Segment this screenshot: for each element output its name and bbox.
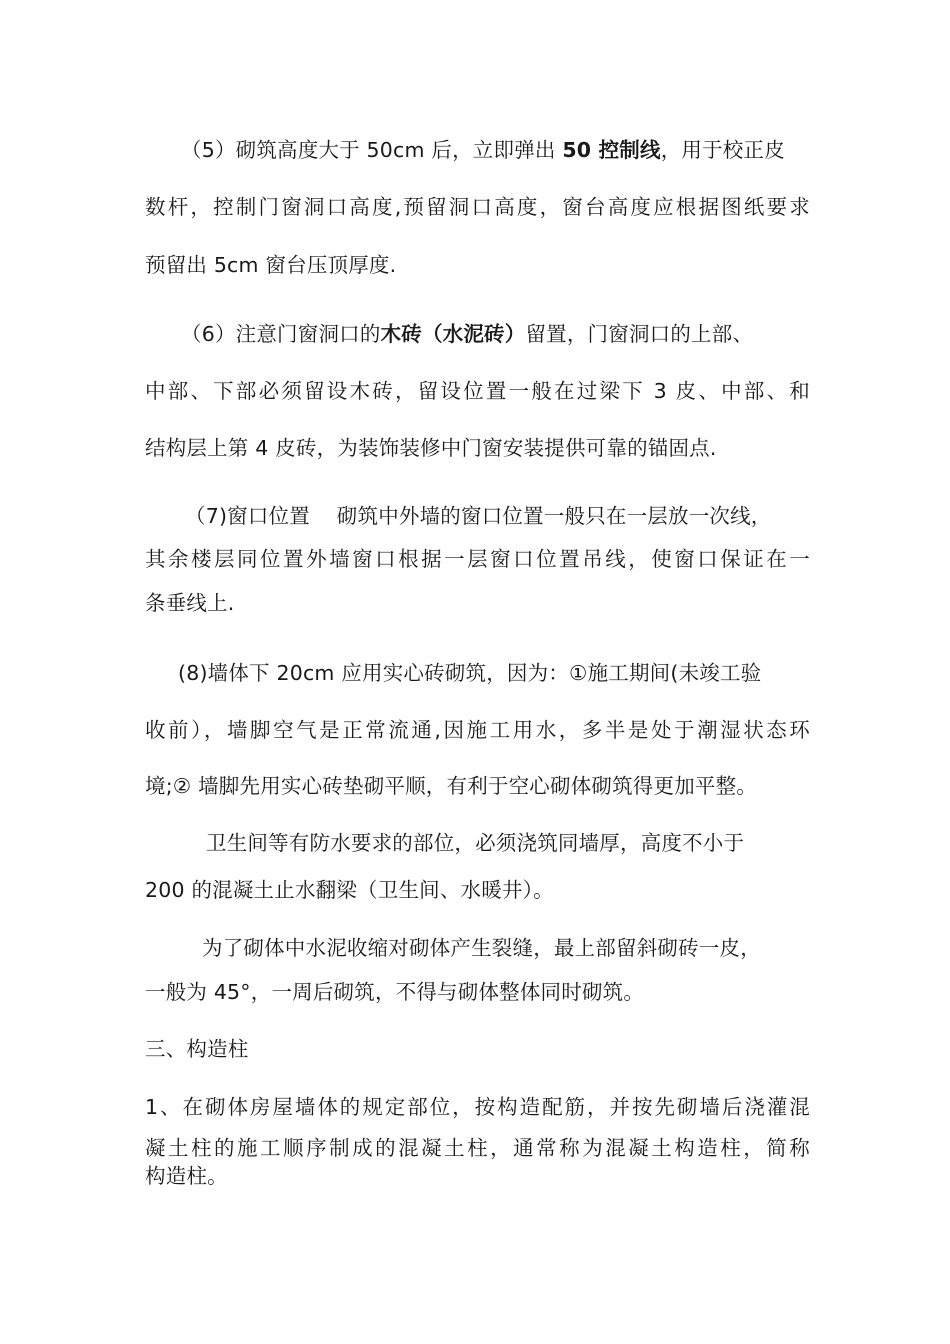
paragraph-7-line-1: （7)窗口位置 砌筑中外墙的窗口位置一般只在一层放一次线，	[185, 504, 772, 528]
paragraph-11-line-1: 1、在砌体房屋墙体的规定部位，按构造配筋，并按先砌墙后浇灌混	[145, 1095, 810, 1119]
text-run: ，用于校正皮	[660, 138, 785, 162]
text-run: （6）注意门窗洞口的	[181, 322, 381, 346]
paragraph-11-line-2: 凝土柱的施工顺序制成的混凝土柱，通常称为混凝土构造柱，简称	[145, 1136, 810, 1160]
paragraph-6-line-2: 中部、下部必须留设木砖，留设位置一般在过梁下 3 皮、中部、和	[145, 379, 810, 403]
paragraph-11-line-3: 构造柱。	[145, 1164, 228, 1188]
paragraph-5-line-3: 预留出 5cm 窗台压顶厚度.	[145, 253, 397, 277]
text-run: （5）砌筑高度大于 50cm 后，立即弹出	[181, 138, 563, 162]
paragraph-8-line-1: (8)墙体下 20cm 应用实心砖砌筑，因为：①施工期间(未竣工验	[178, 661, 762, 685]
paragraph-8-line-3: 境;② 墙脚先用实心砖垫砌平顺，有利于空心砌体砌筑得更加平整。	[145, 774, 757, 798]
paragraph-5-line-1	[181, 136, 810, 164]
paragraph-5-line-2: 数杆，控制门窗洞口高度,预留洞口高度，窗台高度应根据图纸要求	[145, 195, 810, 219]
paragraph-10-line-1: 为了砌体中水泥收缩对砌体产生裂缝，最上部留斜砌砖一皮，	[202, 936, 761, 960]
paragraph-7-line-3: 条垂线上.	[145, 591, 235, 615]
paragraph-9-line-2: 200 的混凝土止水翻梁（卫生间、水暖井）。	[145, 878, 554, 902]
paragraph-6-line-1	[181, 320, 810, 348]
paragraph-7-line-2: 其余楼层同位置外墙窗口根据一层窗口位置吊线，使窗口保证在一	[145, 547, 810, 571]
paragraph-8-line-2: 收前），墙脚空气是正常流通,因施工用水，多半是处于潮湿状态环	[145, 718, 810, 742]
paragraph-6-line-3: 结构层上第 4 皮砖，为装饰装修中门窗安装提供可靠的锚固点.	[145, 436, 717, 460]
section-heading: 三、构造柱	[145, 1037, 249, 1061]
bold-text-run: 木砖（水泥砖）	[380, 322, 526, 346]
paragraph-9-line-1: 卫生间等有防水要求的部位，必须浇筑同墙厚，高度不小于	[206, 831, 745, 855]
bold-text-run: 50 控制线	[562, 138, 661, 162]
text-run: 留置，门窗洞口的上部、	[525, 322, 754, 346]
paragraph-10-line-2: 一般为 45°，一周后砌筑，不得与砌体整体同时砌筑。	[145, 980, 645, 1004]
